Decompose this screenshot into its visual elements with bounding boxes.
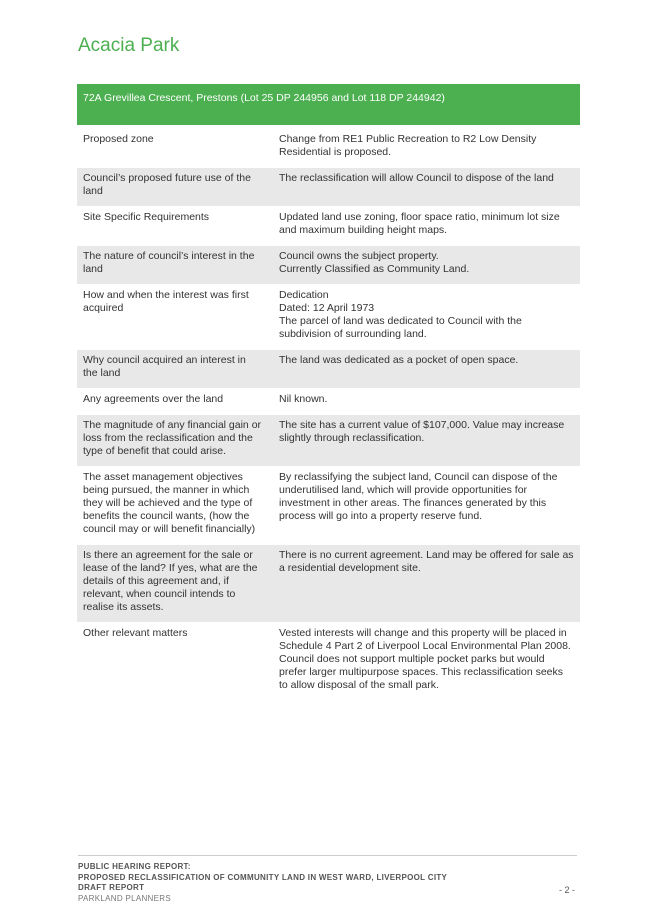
page-number: - 2 -	[558, 885, 575, 895]
row-value	[269, 285, 580, 350]
table-row	[77, 246, 580, 285]
row-label: The nature of council’s interest in the land	[77, 246, 269, 285]
row-label: Proposed zone	[77, 129, 269, 168]
table-row	[77, 350, 580, 389]
row-value	[269, 129, 580, 168]
page-title: Acacia Park	[78, 35, 180, 56]
row-value-line: Dedication	[279, 289, 329, 301]
table-row	[77, 207, 580, 246]
table-row	[77, 467, 580, 545]
row-label: How and when the interest was first acquired	[77, 285, 269, 350]
row-label: Site Specific Requirements	[77, 207, 269, 246]
row-label: Why council acquired an interest in the land	[77, 350, 269, 389]
row-value	[269, 545, 580, 623]
row-label: The magnitude of any financial gain or loss from the reclassification and the type of benefit that could arise.	[77, 415, 269, 467]
footer-author: PARKLAND PLANNERS	[78, 893, 171, 903]
row-label: The asset management objectives being pursued, the manner in which they will be achieved and the type of benefits the council wants, (how the council may or will benefit financially)	[77, 467, 269, 545]
row-value	[269, 207, 580, 246]
row-value-line: Currently Classified as Community Land.	[279, 263, 470, 275]
row-label: Other relevant matters	[77, 623, 269, 701]
footer-report-status: DRAFT REPORT	[78, 883, 145, 892]
row-value	[269, 389, 580, 415]
table-header: 72A Grevillea Crescent, Prestons (Lot 25 DP 244956 and Lot 118 DP 244942)	[77, 84, 580, 125]
table-header-row	[77, 84, 580, 125]
row-value-line: Change from RE1 Public Recreation to R2 Low Density Residential is proposed.	[279, 133, 537, 158]
footer-report-title: PROPOSED RECLASSIFICATION OF COMMUNITY LAND IN WEST WARD, LIVERPOOL CITY	[78, 872, 448, 882]
row-value-line: Nil known.	[279, 393, 328, 405]
row-value-line: Dated: 12 April 1973	[279, 302, 375, 314]
table-row	[77, 545, 580, 623]
row-value	[269, 415, 580, 467]
row-value	[269, 350, 580, 389]
table-row	[77, 129, 580, 168]
row-value	[269, 246, 580, 285]
row-value-line: The site has a current value of $107,000. Value may increase slightly through reclassification.	[279, 419, 565, 444]
table-row	[77, 623, 580, 701]
footer-report-type: PUBLIC HEARING REPORT:	[78, 862, 191, 871]
land-info-table	[77, 84, 580, 701]
row-value	[269, 168, 580, 207]
row-value-line: By reclassifying the subject land, Council can dispose of the underutilised land, which will provide opportunities for investment in other areas. The finances generated by this process will go into a property reserve fund.	[279, 471, 558, 522]
table-row	[77, 415, 580, 467]
table-row	[77, 168, 580, 207]
table-row	[77, 285, 580, 350]
row-label: Council’s proposed future use of the land	[77, 168, 269, 207]
row-label: Any agreements over the land	[77, 389, 269, 415]
row-value-line: Updated land use zoning, floor space ratio, minimum lot size and maximum building height maps.	[279, 211, 560, 236]
row-value-line: Council owns the subject property.	[279, 250, 439, 262]
row-value	[269, 467, 580, 545]
table-row	[77, 389, 580, 415]
row-value-line: The parcel of land was dedicated to Council with the subdivision of surrounding land.	[279, 315, 522, 340]
row-value-line: Vested interests will change and this property will be placed in Schedule 4 Part 2 of Liverpool Local Environmental Plan 2008. Council does not support multiple pocket parks but would prefer larger multipurpose spaces. This reclassification seeks to allow disposal of the small park.	[279, 627, 571, 691]
row-label: Is there an agreement for the sale or lease of the land? If yes, what are the details of this agreement and, if relevant, when council intends to realise its assets.	[77, 545, 269, 623]
page-footer	[78, 855, 577, 904]
row-value-line: There is no current agreement. Land may be offered for sale as a residential development site.	[279, 549, 574, 574]
row-value-line: The land was dedicated as a pocket of open space.	[279, 354, 519, 366]
row-value-line: The reclassification will allow Council to dispose of the land	[279, 172, 554, 184]
row-value	[269, 623, 580, 701]
table-body	[77, 129, 580, 701]
